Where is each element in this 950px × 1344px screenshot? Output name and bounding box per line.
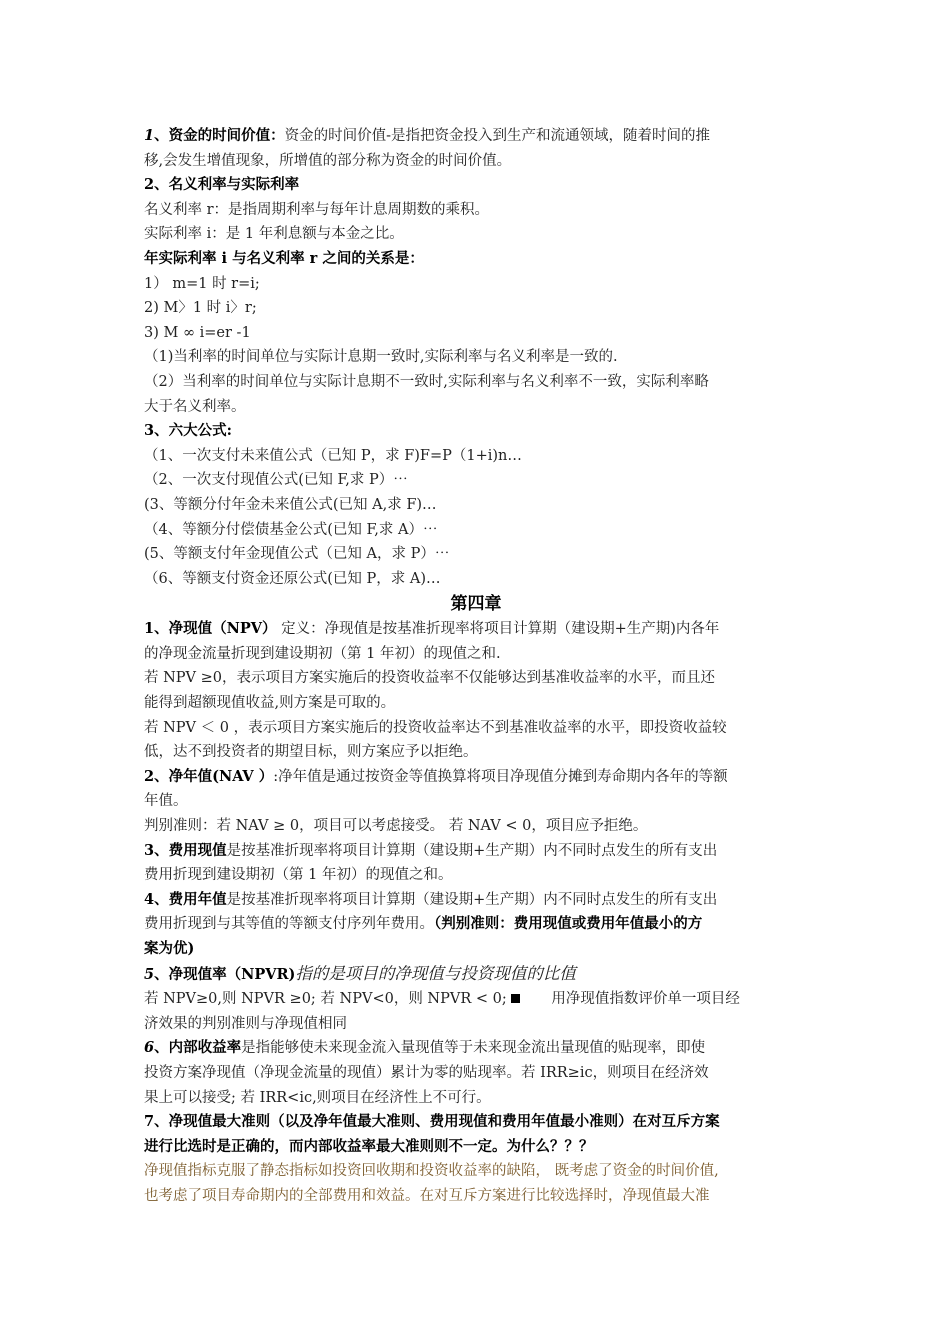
q7-heading-cont: 进行比选时是正确的，而内部收益率最大准则则不一定。为什么？？？ bbox=[144, 1137, 594, 1155]
npv-body-cont: 的净现金流量折现到建设期初（第 1 年初）的现值之和. bbox=[144, 645, 501, 662]
npv-negative: 若 NPV ＜ 0 ，表示项目方案实施后的投资收益率达不到基准收益率的水平，即投资收益较 bbox=[144, 719, 727, 736]
square-bullet-icon bbox=[511, 994, 520, 1003]
sec2-nominal-rate: 名义利率 r：是指周期利率与每年计息周期数的乘积。 bbox=[144, 201, 490, 218]
formula-5: (5、等额支付年金现值公式（已知 A，求 P）⋯ bbox=[144, 546, 450, 563]
ac-body: 是按基准折现率将项目计算期（建设期+生产期）内不同时点发生的所有支出 bbox=[226, 891, 718, 908]
q7-heading: 7、净现值最大准则（以及净年值最大准则、费用现值和费用年值最小准则）在对互斥方案 bbox=[144, 1113, 720, 1131]
q7-answer-2: 也考虑了项目寿命期内的全部费用和效益。在对互斥方案进行比较选择时，净现值最大准 bbox=[144, 1187, 710, 1204]
sec2-note2-cont: 大于名义利率。 bbox=[144, 398, 246, 415]
npvr-heading: 、净现值率（NPVR) bbox=[154, 965, 296, 983]
sec2-relation-heading: 年实际利率 i 与名义利率 r 之间的关系是： bbox=[144, 249, 424, 267]
npvr-definition: 指的是项目的净现值与投资现值的比值 bbox=[295, 963, 576, 983]
formula-6: （6、等额支付资金还原公式(已知 P，求 A)… bbox=[144, 570, 441, 587]
sec2-case3: 3) M ∞ i=er -1 bbox=[144, 324, 251, 341]
ac-rule-cont: 案为优) bbox=[144, 940, 195, 957]
sec1-line2: 移,会发生增值现象，所增值的部分称为资金的时间价值。 bbox=[144, 152, 512, 169]
ac-heading: 4、费用年值 bbox=[144, 890, 227, 908]
npv-negative-cont: 低，达不到投资者的期望目标，则方案应予以拒绝。 bbox=[144, 744, 478, 761]
sec2-heading: 2、名义利率与实际利率 bbox=[144, 176, 300, 194]
ac-body-cont: 费用折现到与其等值的等额支付序列年费用。 bbox=[144, 916, 434, 933]
npvr-rule: 若 NPV≥0,则 NPVR ≥0; 若 NPV<0，则 NPVR < 0; bbox=[144, 991, 507, 1008]
npv-heading: 1、净现值（NPV） bbox=[144, 620, 277, 638]
formula-4: （4、等额分付偿债基金公式(已知 F,求 A）⋯ bbox=[144, 521, 438, 538]
irr-body-2: 投资方案净现值（净现金流量的现值）累计为零的贴现率。若 IRR≥ic，则项目在经济效 bbox=[144, 1064, 709, 1081]
q7-answer-1: 净现值指标克服了静态指标如投资回收期和投资收益率的缺陷， 既考虑了资金的时间价值, bbox=[144, 1163, 719, 1180]
formula-2: （2、一次支付现值公式(已知 F,求 P）⋯ bbox=[144, 472, 408, 489]
nav-heading: 2、净年值(NAV ） bbox=[144, 767, 274, 785]
sec3-heading: 3、六大公式: bbox=[144, 422, 232, 440]
sec1-body: 资金的时间价值-是指把资金投入到生产和流通领域，随着时间的推 bbox=[284, 128, 710, 144]
formula-1: （1、一次支付未来值公式（已知 P，求 F)F=P（1+i)n… bbox=[144, 447, 522, 464]
nav-rule: 判别准则：若 NAV ≥ 0，项目可以考虑接受。 若 NAV < 0，项目应予拒绝。 bbox=[144, 818, 648, 835]
sec2-case2: 2) M〉1 时 i〉r; bbox=[144, 300, 257, 317]
irr-heading: 、内部收益率 bbox=[154, 1039, 242, 1057]
npv-body: 定义：净现值是按基准折现率将项目计算期（建设期+生产期)内各年 bbox=[276, 621, 720, 638]
ac-rule: （判别准则：费用现值或费用年值最小的方 bbox=[434, 915, 703, 933]
pc-body-cont: 费用折现到建设期初（第 1 年初）的现值之和。 bbox=[144, 867, 453, 884]
sec1-heading: 、资金的时间价值： bbox=[154, 127, 285, 144]
pc-heading: 3、费用现值 bbox=[144, 841, 227, 859]
pc-body: 是按基准折现率将项目计算期（建设期+生产期）内不同时点发生的所有支出 bbox=[226, 842, 718, 859]
chapter-title: 第四章 bbox=[450, 594, 502, 615]
irr-num: 6 bbox=[144, 1039, 155, 1057]
sec2-case1: 1） m=1 时 r=i; bbox=[144, 275, 260, 292]
irr-body: 是指能够使未来现金流入量现值等于未来现金流出量现值的贴现率，即使 bbox=[241, 1040, 706, 1057]
npv-positive: 若 NPV ≥0，表示项目方案实施后的投资收益率不仅能够达到基准收益率的水平，而且还 bbox=[144, 670, 716, 687]
nav-body-cont: 年值。 bbox=[144, 793, 188, 810]
irr-body-3: 果上可以接受; 若 IRR<ic,则项目在经济性上不可行。 bbox=[144, 1089, 491, 1106]
npvr-rule-cont: 用净现值指数评价单一项目经 bbox=[551, 991, 740, 1008]
nav-body: :净年值是通过按资金等值换算将项目净现值分摊到寿命期内各年的等额 bbox=[273, 768, 728, 785]
npvr-num: 5 bbox=[144, 965, 155, 983]
sec1-line1 bbox=[144, 124, 808, 149]
formula-3: (3、等额分付年金未来值公式(已知 A,求 F)… bbox=[144, 496, 437, 513]
sec1-num: 1 bbox=[144, 127, 155, 144]
document-page bbox=[144, 124, 808, 1209]
npvr-rule-end: 济效果的判别准则与净现值相同 bbox=[144, 1015, 347, 1032]
sec2-note2: （2）当利率的时间单位与实际计息期不一致时,实际利率与名义利率不一致，实际利率略 bbox=[144, 373, 709, 390]
npv-positive-cont: 能得到超额现值收益,则方案是可取的。 bbox=[144, 695, 396, 712]
sec2-note1: （1)当利率的时间单位与实际计息期一致时,实际利率与名义利率是一致的. bbox=[144, 349, 618, 366]
sec2-effective-rate: 实际利率 i：是 1 年利息额与本金之比。 bbox=[144, 226, 404, 243]
